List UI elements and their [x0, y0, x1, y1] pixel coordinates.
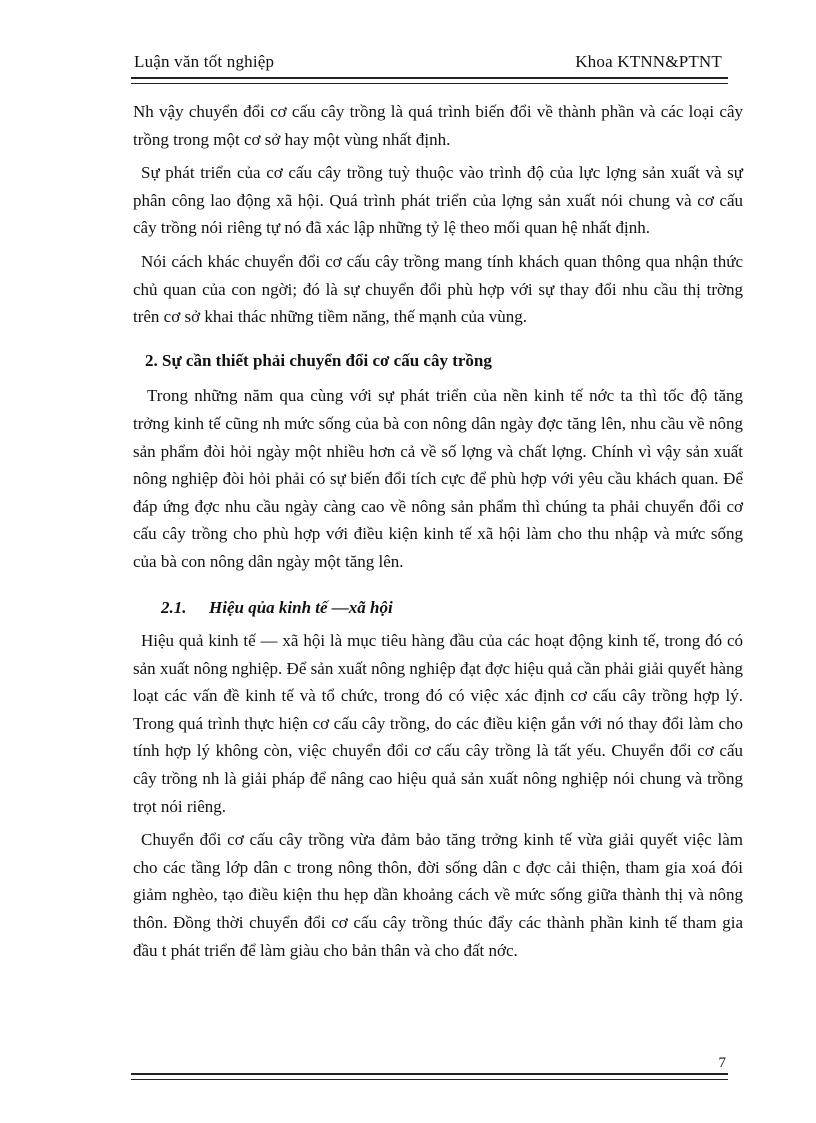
section-2-paragraph: Trong những năm qua cùng với sự phát triển của nền kinh tế nớc ta thì tốc độ tăng trởng kinh tế cũng nh mức sống của bà con nông dân ngày đợc tăng lên, nhu cầu về nông sản phẩm đòi hỏi ngày một nhiều hơn cả về số lợng và chất lợng. Chính vì vậy sản xuất nông nghiệp đòi hỏi phải có sự biến đổi tích cực để phù hợp với yêu cầu khách quan. Để đáp ứng đợc nhu cầu ngày càng cao về nông sản phẩm thì chúng ta phải chuyển đổi cơ cấu cây trồng cho phù hợp với điều kiện kinh tế xã hội làm cho thu nhập và mức sống của bà con nông dân ngày một tăng lên. — [133, 386, 743, 571]
header-divider — [131, 77, 728, 84]
header-thesis-title: Luận văn tốt nghiệp — [134, 52, 275, 71]
paragraph-intro-2: Sự phát triển của cơ cấu cây trồng tuỳ thuộc vào trình độ của lực lợng sản xuất và sự phân công lao động xã hội. Quá trình phát triển của lợng sản xuất nói chung và cơ cấu cây trồng nói riêng tự nó đã xác lập những tỷ lệ theo mối quan hệ nhất định. — [133, 163, 743, 238]
section-2-1-paragraph-2: Chuyển đổi cơ cấu cây trồng vừa đảm bảo tăng trởng kinh tế vừa giải quyết việc làm cho các tầng lớp dân c trong nông thôn, đời sống dân c đợc cải thiện, tham gia xoá đói giảm nghèo, tạo điều kiện thu hẹp dần khoảng cách về mức sống giữa thành thị và nông thôn. Đồng thời chuyển đổi cơ cấu cây trồng thúc đẩy các thành phần kinh tế tham gia đầu t phát triển để làm giàu cho bản thân và cho đất nớc. — [133, 830, 743, 960]
page-number: 7 — [718, 1055, 726, 1071]
header-faculty: Khoa KTNN&PTNT — [575, 52, 722, 71]
page-header — [131, 50, 726, 78]
section-2-1-paragraph-1: Hiệu quả kinh tế — xã hội là mục tiêu hàng đầu của các hoạt động kinh tế, trong đó có sản xuất nông nghiệp. Để sản xuất nông nghiệp đạt đợc hiệu quả cần phải giải quyết hàng loạt các vấn đề kinh tế và tổ chức, trong đó có việc xác định cơ cấu cây trồng hợp lý. Trong quá trình thực hiện cơ cấu cây trồng, do các điều kiện gắn với nó thay đổi làm cho tính hợp lý không còn, việc chuyển đổi cơ cấu cây trồng là tất yếu. Chuyển đổi cơ cấu cây trồng nh là giải pháp để nâng cao hiệu quả sản xuất nông nghiệp nói chung và trồng trọt nói riêng. — [133, 631, 743, 816]
paragraph-intro-3: Nói cách khác chuyển đổi cơ cấu cây trồng mang tính khách quan thông qua nhận thức chủ quan của con ngời; đó là sự chuyển đổi phù hợp với sự thay đổi nhu cầu thị trờng trên cơ sở khai thác những tiềm năng, thế mạnh của vùng. — [133, 251, 743, 327]
section-2-1-title: Hiệu qủa kinh tế —xã hội — [209, 597, 393, 617]
footer-divider — [131, 1073, 728, 1080]
paragraph-intro-1: Nh vậy chuyển đổi cơ cấu cây trồng là quá trình biến đổi về thành phần và các loại cây trồng trong một cơ sở hay một vùng nhất định. — [133, 102, 743, 149]
section-2-1-heading — [161, 594, 743, 622]
section-2-heading: 2. Sự cần thiết phải chuyển đổi cơ cấu cây trồng — [145, 350, 492, 370]
page-body — [133, 98, 743, 970]
section-2-1-number: 2.1. — [161, 597, 187, 617]
